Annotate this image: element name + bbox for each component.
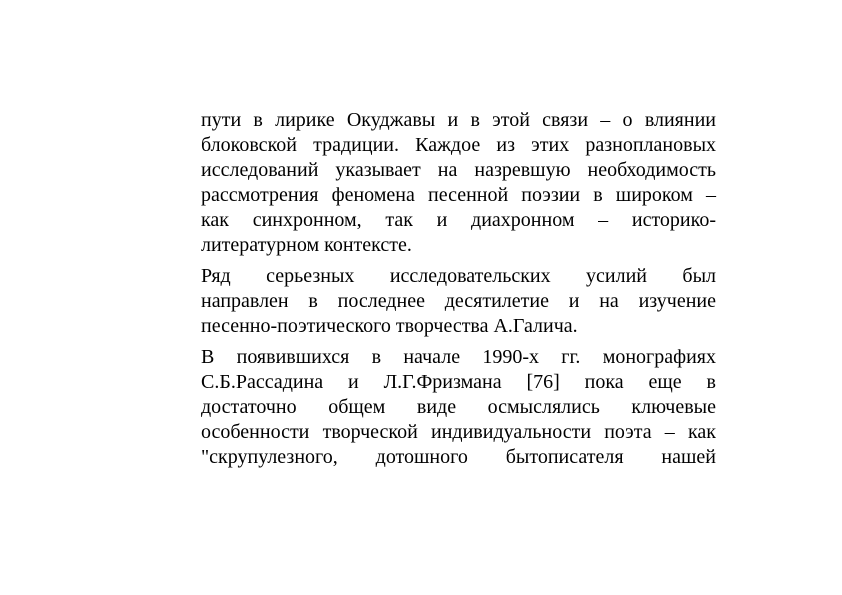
text-line: С.Б.Рассадина и Л.Г.Фризмана [76] пока еще в bbox=[201, 371, 716, 393]
text-line: особенности творческой индивидуальности поэта – как bbox=[201, 421, 716, 443]
text-line: исследований указывает на назревшую необходимость bbox=[201, 159, 716, 181]
text-line: В появившихся в начале 1990-х гг. монографиях bbox=[201, 346, 716, 368]
text-line: литературном контексте. bbox=[201, 234, 412, 256]
text-line: блоковской традиции. Каждое из этих разноплановых bbox=[201, 134, 716, 156]
text-line: направлен в последнее десятилетие и на изучение bbox=[201, 290, 716, 312]
paragraph-1 bbox=[201, 108, 716, 258]
text-line: Ряд серьезных исследовательских усилий был bbox=[201, 265, 716, 287]
paragraph-3 bbox=[201, 345, 716, 470]
body-text bbox=[201, 108, 716, 476]
text-line: как синхронном, так и диахронном – историко- bbox=[201, 209, 716, 231]
paragraph-2 bbox=[201, 264, 716, 339]
text-line: песенно-поэтического творчества А.Галича. bbox=[201, 315, 578, 337]
text-line: пути в лирике Окуджавы и в этой связи – о влиянии bbox=[201, 109, 716, 131]
text-line: "скрупулезного, дотошного бытописателя нашей bbox=[201, 446, 716, 468]
text-line: достаточно общем виде осмыслялись ключевые bbox=[201, 396, 716, 418]
text-line: рассмотрения феномена песенной поэзии в широком – bbox=[201, 184, 716, 206]
